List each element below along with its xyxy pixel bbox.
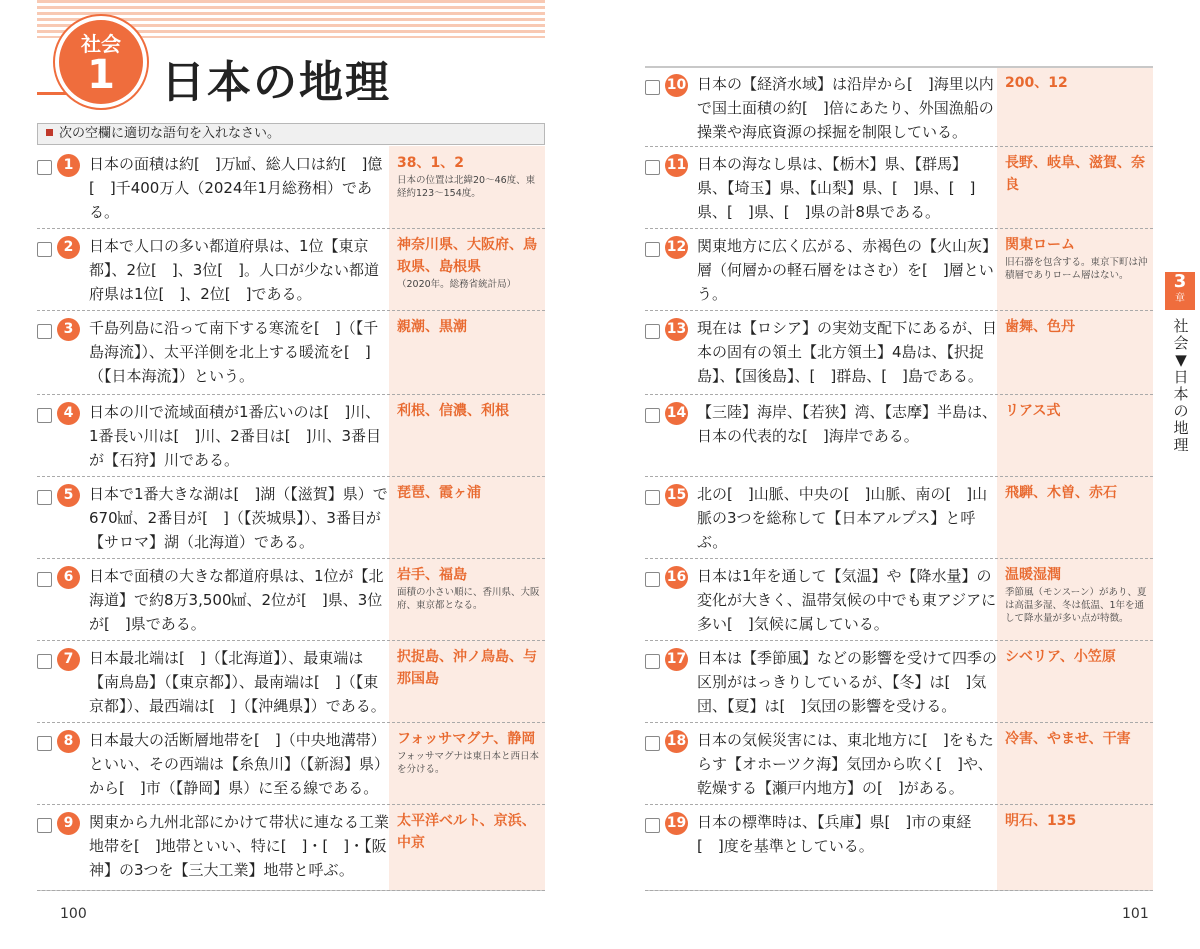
answer-box bbox=[1005, 646, 1150, 668]
checkbox[interactable] bbox=[645, 408, 660, 423]
answer-note: （2020年。総務省統計局） bbox=[397, 279, 517, 290]
answer-note: 日本の位置は北緯20〜46度、東経約123〜154度。 bbox=[397, 175, 536, 199]
instruction-text: 次の空欄に適切な語句を入れなさい。 bbox=[59, 126, 281, 141]
question-number: 7 bbox=[57, 648, 80, 671]
question-number: 3 bbox=[57, 318, 80, 341]
question-item bbox=[37, 230, 545, 311]
page-number-right: 101 bbox=[1122, 906, 1149, 922]
checkbox[interactable] bbox=[37, 818, 52, 833]
answer-text: シベリア、小笠原 bbox=[1005, 649, 1116, 665]
answer-box bbox=[1005, 810, 1150, 832]
question-text: 北の[ ]山脈、中央の[ ]山脈、南の[ ]山脈の3つを総称して【日本アルプス】と呼ぶ。 bbox=[697, 485, 988, 551]
question-text: 関東から九州北部にかけて帯状に連なる工業地帯を[ ]地帯といい、特に[ ]・[ ]・【阪神】の3つを【三大工業】地帯と呼ぶ。 bbox=[89, 813, 390, 879]
question-text: 千島列島に沿って南下する寒流を[ ]（【千島海流】）、太平洋側を北上する暖流を[ ]（【日本海流】）という。 bbox=[89, 319, 379, 385]
page-number-left: 100 bbox=[60, 906, 87, 922]
question-item bbox=[37, 148, 545, 229]
question-item bbox=[37, 478, 545, 559]
question-text: 日本最北端は[ ]（【北海道】）、最東端は【南鳥島】（【東京都】）、最南端は[ ]（【東京都】）、最西端は[ ]（【沖縄県】）である。 bbox=[89, 649, 386, 715]
checkbox[interactable] bbox=[37, 490, 52, 505]
question-item bbox=[645, 806, 1153, 891]
answer-text: 親潮、黒潮 bbox=[397, 319, 467, 335]
question-text: 日本の【経済水域】は沿岸から[ ]海里以内で国土面積の約[ ]倍にあたり、外国漁船の操業や海底資源の採掘を制限している。 bbox=[697, 75, 994, 141]
question-number: 17 bbox=[665, 648, 688, 671]
answer-box bbox=[397, 316, 542, 338]
question-text: 日本最大の活断層地帯を[ ]（中央地溝帯）といい、その西端は【糸魚川】（【新潟】県）から[ ]市（【静岡】県）に至る線である。 bbox=[89, 731, 390, 797]
answer-text: 歯舞、色丹 bbox=[1005, 319, 1075, 335]
answer-text: 関東ローム bbox=[1005, 237, 1075, 253]
subject-badge bbox=[55, 16, 147, 108]
chapter-tab bbox=[1165, 272, 1195, 310]
question-text: 現在は【ロシア】の実効支配下にあるが、日本の固有の領土【北方領土】4島は、【択捉島】、【国後島】、[ ]群島、[ ]島である。 bbox=[697, 319, 998, 385]
chapter-label: 章 bbox=[1175, 293, 1185, 304]
question-item bbox=[645, 724, 1153, 805]
question-number: 5 bbox=[57, 484, 80, 507]
answer-note: フォッサマグナは東日本と西日本を分ける。 bbox=[397, 751, 540, 775]
answer-text: 太平洋ベルト、京浜、中京 bbox=[397, 813, 536, 851]
instruction-bar bbox=[37, 123, 545, 145]
checkbox[interactable] bbox=[645, 572, 660, 587]
answer-box bbox=[397, 482, 542, 504]
question-number: 19 bbox=[665, 812, 688, 835]
question-item bbox=[37, 724, 545, 805]
answer-box bbox=[1005, 152, 1150, 196]
page-title: 日本の地理 bbox=[161, 57, 391, 108]
checkbox[interactable] bbox=[37, 160, 52, 175]
question-item bbox=[37, 642, 545, 723]
answer-box bbox=[397, 646, 542, 690]
question-number: 11 bbox=[665, 154, 688, 177]
answer-box bbox=[397, 400, 542, 422]
answer-text: 長野、岐阜、滋賀、奈良 bbox=[1005, 155, 1145, 193]
subject-number: 1 bbox=[87, 52, 115, 98]
checkbox[interactable] bbox=[645, 654, 660, 669]
question-text: 日本の気候災害には、東北地方に[ ]をもたらす【オホーツク海】気団から吹く[ ]や、乾燥する【瀬戸内地方】の[ ]がある。 bbox=[697, 731, 994, 797]
checkbox[interactable] bbox=[37, 324, 52, 339]
question-item bbox=[37, 312, 545, 395]
question-number: 1 bbox=[57, 154, 80, 177]
question-text: 日本の川で流域面積が1番広いのは[ ]川、1番長い川は[ ]川、2番目は[ ]川、3番目が【石狩】川である。 bbox=[89, 403, 382, 469]
checkbox[interactable] bbox=[645, 736, 660, 751]
answer-note: 面積の小さい順に、香川県、大阪府、東京都となる。 bbox=[397, 587, 540, 611]
answer-box bbox=[397, 728, 542, 776]
answer-box bbox=[397, 810, 542, 854]
checkbox[interactable] bbox=[645, 324, 660, 339]
answer-text: 38、1、2 bbox=[397, 155, 464, 171]
answer-box bbox=[1005, 400, 1150, 422]
answer-text: リアス式 bbox=[1005, 403, 1061, 419]
question-number: 12 bbox=[665, 236, 688, 259]
question-number: 14 bbox=[665, 402, 688, 425]
question-item bbox=[645, 68, 1153, 147]
question-number: 6 bbox=[57, 566, 80, 589]
checkbox[interactable] bbox=[645, 490, 660, 505]
answer-box bbox=[1005, 564, 1150, 625]
question-number: 9 bbox=[57, 812, 80, 835]
question-text: 日本は1年を通して【気温】や【降水量】の変化が大きく、温帯気候の中でも東アジアに多い[ ]気候に属している。 bbox=[697, 567, 997, 633]
answer-text: 冷害、やませ、干害 bbox=[1005, 731, 1131, 747]
checkbox[interactable] bbox=[645, 818, 660, 833]
question-text: 日本の面積は約[ ]万㎢、総人口は約[ ]億[ ]千400万人（2024年1月総務相）である。 bbox=[89, 155, 383, 221]
question-number: 18 bbox=[665, 730, 688, 753]
checkbox[interactable] bbox=[37, 242, 52, 257]
answer-box bbox=[397, 152, 542, 200]
answer-box bbox=[1005, 72, 1150, 94]
answer-text: フォッサマグナ、静岡 bbox=[397, 731, 536, 747]
question-item bbox=[645, 148, 1153, 229]
question-item bbox=[37, 560, 545, 641]
question-item bbox=[645, 560, 1153, 641]
title-block bbox=[37, 32, 545, 110]
question-item bbox=[645, 312, 1153, 395]
question-text: 日本は【季節風】などの影響を受けて四季の区別がはっきりしているが、【冬】は[ ]気団、【夏】は[ ]気団の影響を受ける。 bbox=[697, 649, 998, 715]
question-text: 日本の標準時は、【兵庫】県[ ]市の東経[ ]度を基準としている。 bbox=[697, 813, 972, 855]
answer-note: 旧石器を包含する。東京下町は沖積層でありローム層はない。 bbox=[1005, 257, 1148, 281]
question-item bbox=[37, 396, 545, 477]
side-caption: 社会▼日本の地理 bbox=[1173, 317, 1189, 454]
answer-text: 明石、135 bbox=[1005, 813, 1077, 829]
question-text: 日本で人口の多い都道府県は、1位【東京都】、2位[ ]、3位[ ]。人口が少ない都道府県は1位[ ]、2位[ ]である。 bbox=[89, 237, 379, 303]
subject-label: 社会 bbox=[81, 32, 121, 56]
answer-text: 飛騨、木曽、赤石 bbox=[1005, 485, 1117, 501]
answer-text: 択捉島、沖ノ鳥島、与那国島 bbox=[397, 649, 537, 687]
question-number: 10 bbox=[665, 74, 688, 97]
checkbox[interactable] bbox=[37, 408, 52, 423]
answer-text: 岩手、福島 bbox=[397, 567, 467, 583]
question-number: 15 bbox=[665, 484, 688, 507]
question-item bbox=[37, 806, 545, 891]
answer-box bbox=[1005, 728, 1150, 750]
question-item bbox=[645, 642, 1153, 723]
question-number: 16 bbox=[665, 566, 688, 589]
answer-box bbox=[397, 564, 542, 612]
answer-text: 琵琶、霞ヶ浦 bbox=[397, 485, 481, 501]
answer-text: 温暖湿潤 bbox=[1005, 567, 1061, 583]
checkbox[interactable] bbox=[645, 242, 660, 257]
question-text: 【三陸】海岸、【若狭】湾、【志摩】半島は、日本の代表的な[ ]海岸である。 bbox=[697, 403, 998, 445]
checkbox[interactable] bbox=[645, 80, 660, 95]
square-icon bbox=[46, 129, 53, 136]
answer-box bbox=[1005, 234, 1150, 282]
question-text: 関東地方に広く広がる、赤褐色の【火山灰】層（何層かの軽石層をはさむ）を[ ]層という。 bbox=[697, 237, 998, 303]
answer-text: 神奈川県、大阪府、鳥取県、島根県 bbox=[397, 237, 537, 275]
checkbox[interactable] bbox=[37, 736, 52, 751]
checkbox[interactable] bbox=[37, 572, 52, 587]
question-text: 日本の海なし県は、【栃木】県、【群馬】県、【埼玉】県、【山梨】県、[ ]県、[ ]県、[ ]県、[ ]県の計8県である。 bbox=[697, 155, 976, 221]
question-item bbox=[645, 478, 1153, 559]
question-number: 13 bbox=[665, 318, 688, 341]
chapter-number: 3 bbox=[1173, 271, 1187, 292]
question-number: 2 bbox=[57, 236, 80, 259]
question-item bbox=[645, 230, 1153, 311]
checkbox[interactable] bbox=[37, 654, 52, 669]
answer-box bbox=[1005, 316, 1150, 338]
checkbox[interactable] bbox=[645, 160, 660, 175]
answer-text: 200、12 bbox=[1005, 75, 1068, 91]
answer-note: 季節風（モンスーン）があり、夏は高温多湿、冬は低温、1年を通して降水量が多い点が特徴。 bbox=[1005, 587, 1147, 624]
answer-text: 利根、信濃、利根 bbox=[397, 403, 509, 419]
question-number: 8 bbox=[57, 730, 80, 753]
question-item bbox=[645, 396, 1153, 477]
question-text: 日本で面積の大きな都道府県は、1位が【北海道】で約8万3,500㎢、2位が[ ]県、3位が[ ]県である。 bbox=[89, 567, 384, 633]
answer-box bbox=[397, 234, 542, 291]
answer-box bbox=[1005, 482, 1150, 504]
question-number: 4 bbox=[57, 402, 80, 425]
question-text: 日本で1番大きな湖は[ ]湖（【滋賀】県）で670㎢、2番目が[ ]（【茨城県】）、3番目が【サロマ】湖（北海道）である。 bbox=[89, 485, 388, 551]
